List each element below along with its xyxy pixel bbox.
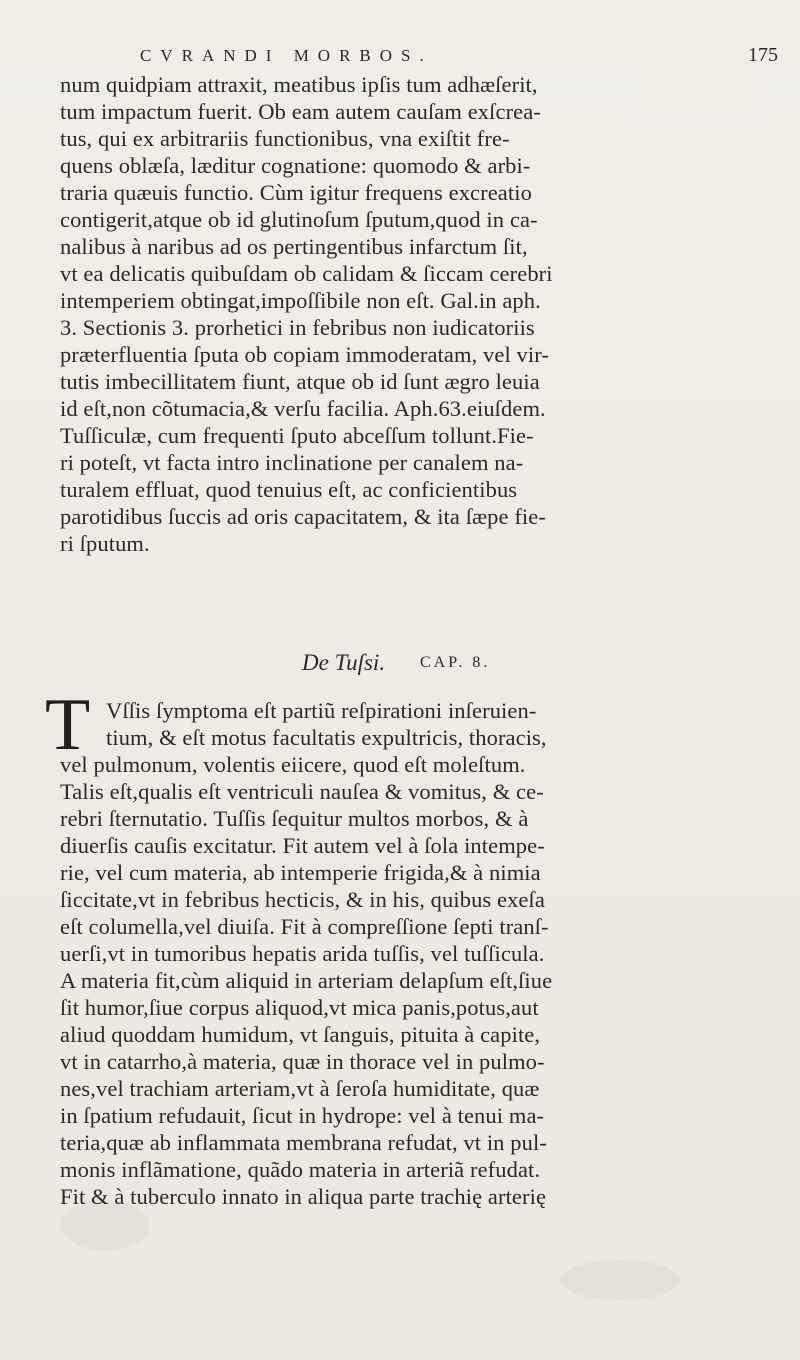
text-line: rie, vel cum materia, ab intemperie frigida,& à nimia <box>60 860 541 885</box>
chapter-number: CAP. 8. <box>420 654 491 671</box>
text-line: ri ſputum. <box>60 531 150 556</box>
text-line: traria quæuis functio. Cùm igitur frequens excreatio <box>60 180 532 205</box>
drop-cap: T <box>45 684 91 766</box>
text-line: diuerſis cauſis excitatur. Fit autem vel à ſola intempe- <box>60 833 545 858</box>
text-line: ſiccitate,vt in febribus hecticis, & in his, quibus exeſa <box>60 887 545 912</box>
text-line: aliud quoddam humidum, vt ſanguis, pituita à capite, <box>60 1022 541 1047</box>
text-line: contigerit,atque ob id glutinoſum ſputum,quod in ca- <box>60 207 538 232</box>
text-line: quens oblæſa, læditur cognatione: quomodo & arbi- <box>60 153 531 178</box>
text-line: eſt columella,vel diuiſa. Fit à compreſſione ſepti tranſ- <box>60 914 549 939</box>
text-line: monis inflãmatione, quãdo materia in arteriã refudat. <box>60 1157 541 1182</box>
running-title: CVRANDI MORBOS. <box>140 46 433 65</box>
chapter-heading <box>0 650 800 684</box>
text-line: vt ea delicatis quibuſdam ob calidam & ſiccam cerebri <box>60 261 553 286</box>
text-line: parotidibus ſuccis ad oris capacitatem, & ita ſæpe fie- <box>60 504 546 529</box>
text-line: intemperiem obtingat,impoſſibile non eſt. Gal.in aph. <box>60 288 541 313</box>
text-line: tutis imbecillitatem fiunt, atque ob id ſunt ægro leuia <box>60 369 540 394</box>
text-line: tium, & eſt motus facultatis expultricis, thoracis, <box>106 725 547 750</box>
page-number: 175 <box>748 44 778 66</box>
text-line: A materia fit,cùm aliquid in arteriam delapſum eſt,ſiue <box>60 968 553 993</box>
chapter-title: De Tuſsi. <box>302 650 386 675</box>
text-line: Vſſis ſymptoma eſt partiũ reſpirationi inſeruien- <box>106 698 537 723</box>
text-line: rebri ſternutatio. Tuſſis ſequitur multos morbos, & à <box>60 806 529 831</box>
text-line: turalem effluat, quod tenuius eſt, ac conficientibus <box>60 477 518 502</box>
text-line: nes,vel trachiam arteriam,vt à ſeroſa humiditate, quæ <box>60 1076 540 1101</box>
text-line: uerſi,vt in tumoribus hepatis arida tuſſis, vel tuſſicula. <box>60 941 545 966</box>
text-line: 3. Sectionis 3. prorhetici in febribus non iudicatoriis <box>60 315 535 340</box>
text-line: vel pulmonum, volentis eiicere, quod eſt moleſtum. <box>60 752 526 777</box>
text-line: tus, qui ex arbitrariis functionibus, vna exiſtit fre- <box>60 126 510 151</box>
text-line: Tuſſiculæ, cum frequenti ſputo abceſſum tollunt.Fie- <box>60 423 534 448</box>
paper-stain <box>560 1260 680 1300</box>
text-line: tum impactum fuerit. Ob eam autem cauſam exſcrea- <box>60 99 541 124</box>
text-line: præterfluentia ſputa ob copiam immoderatam, vel vir- <box>60 342 549 367</box>
running-head <box>0 46 800 70</box>
text-line: Fit & à tuberculo innato in aliqua parte trachię arterię <box>60 1184 547 1209</box>
text-line: Talis eſt,qualis eſt ventriculi nauſea & vomitus, & ce- <box>60 779 544 804</box>
text-line: vt in catarrho,à materia, quæ in thorace vel in pulmo- <box>60 1049 545 1074</box>
text-line: teria,quæ ab inflammata membrana refudat, vt in pul- <box>60 1130 547 1155</box>
text-line: num quidpiam attraxit, meatibus ipſis tum adhæſerit, <box>60 72 538 97</box>
text-line: id eſt,non cõtumacia,& verſu facilia. Aph.63.eiuſdem. <box>60 396 546 421</box>
text-line: ri poteſt, vt facta intro inclinatione per canalem na- <box>60 450 524 475</box>
text-line: in ſpatium refudauit, ſicut in hydrope: vel à tenui ma- <box>60 1103 545 1128</box>
text-line: ſit humor,ſiue corpus aliquod,vt mica panis,potus,aut <box>60 995 539 1020</box>
text-line: nalibus à naribus ad os pertingentibus infarctum ſit, <box>60 234 528 259</box>
